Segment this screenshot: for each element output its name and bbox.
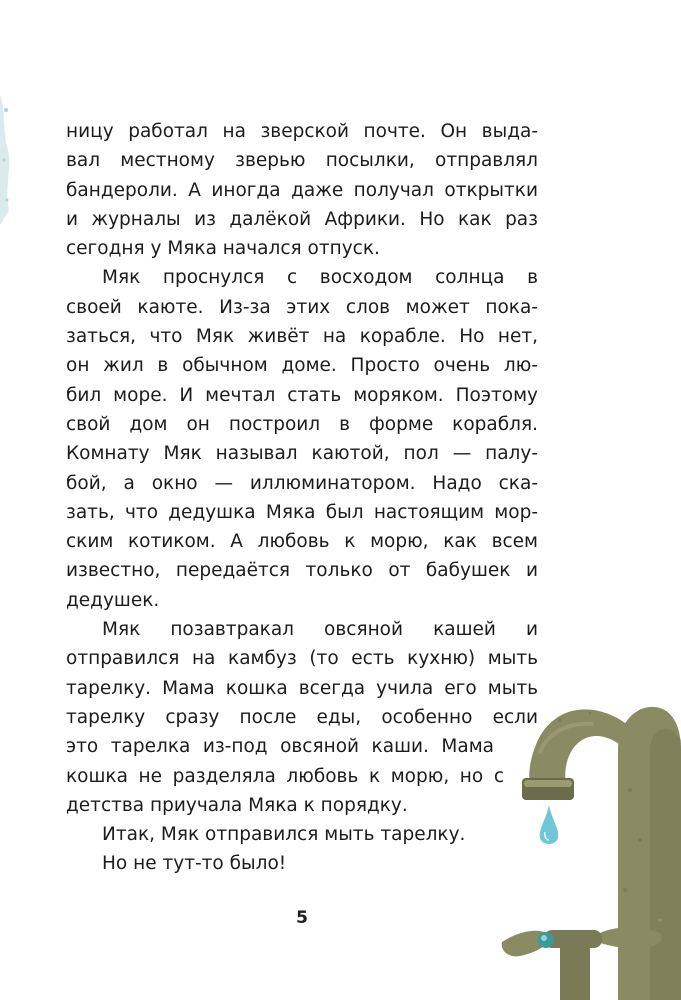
text-line: вал местному зверью посылки, отправлял xyxy=(66,150,538,172)
text-line: тарелку. Мама кошка всегда учила его мыть xyxy=(66,677,538,699)
text-line: зать, что дедушка Мяка был настоящим мор- xyxy=(66,501,538,523)
text-line: заться, что Мяк живёт на корабле. Но нет, xyxy=(66,326,538,348)
text-line: бил море. И мечтал стать моряком. Поэтому xyxy=(66,384,538,406)
text-line: отправился на камбуз (то есть кухню) мыть xyxy=(66,648,538,670)
text-line: бой, а окно — иллюминатором. Надо ска- xyxy=(66,472,538,494)
text-line: кошка не разделяла любовь к морю, но с xyxy=(66,765,504,787)
text-line: он жил в обычном доме. Просто очень лю- xyxy=(66,355,538,377)
text-line: и журналы из далёкой Африки. Но как раз xyxy=(66,208,538,230)
left-edge-illustration-fragment xyxy=(0,90,14,230)
text-line: своей каюте. Из-за этих слов может пока- xyxy=(66,296,538,318)
body-text xyxy=(66,117,538,879)
text-line: Итак, Мяк отправился мыть тарелку. xyxy=(102,824,466,846)
text-line: Комнату Мяк называл каютой, пол — палу- xyxy=(66,443,538,465)
text-line: Мяк позавтракал овсяной кашей и xyxy=(102,619,538,641)
text-line: детства приучала Мяка к порядку. xyxy=(66,794,408,816)
text-line: это тарелка из-под овсяной каши. Мама xyxy=(66,736,494,758)
text-line: ницу работал на зверской почте. Он выда- xyxy=(66,121,538,142)
faucet-illustration xyxy=(500,680,681,1000)
text-line: известно, передаётся только от бабушек и xyxy=(66,560,538,582)
text-line: свой дом он построил в форме корабля. xyxy=(66,413,538,435)
text-line: ским котиком. А любовь к морю, как всем xyxy=(66,531,538,553)
text-line: дедушек. xyxy=(66,589,160,611)
text-line: Мяк проснулся с восходом солнца в xyxy=(102,267,538,289)
text-line: сегодня у Мяка начался отпуск. xyxy=(66,238,380,260)
text-line: бандероли. А иногда даже получал открытки xyxy=(66,179,538,201)
page-number: 5 xyxy=(296,908,308,928)
text-line: Но не тут-то было! xyxy=(102,853,287,875)
text-line: тарелку сразу после еды, особенно если xyxy=(66,706,538,728)
